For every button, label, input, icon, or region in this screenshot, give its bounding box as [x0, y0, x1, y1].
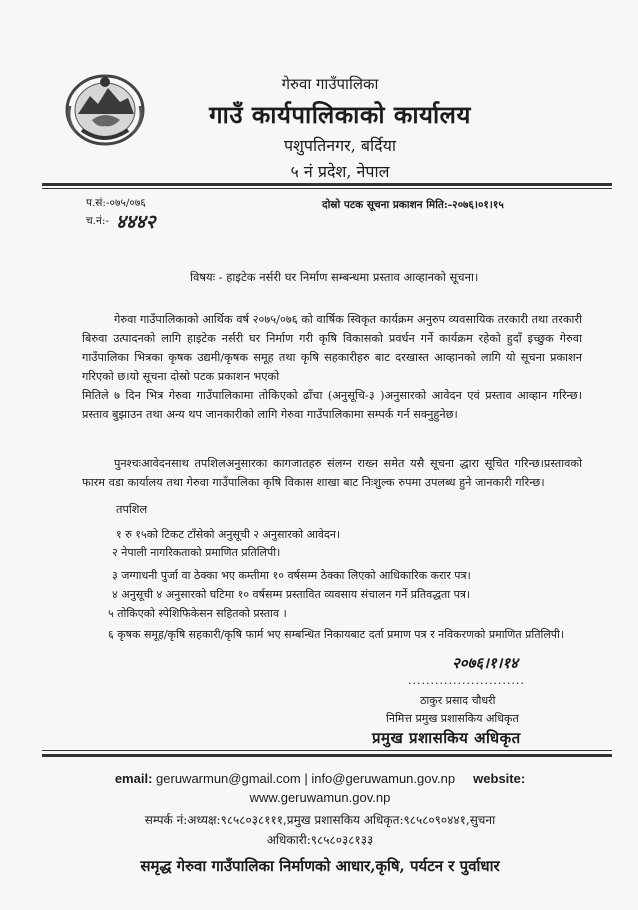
office-location: पशुपतिनगर, बर्दिया [283, 136, 397, 155]
contact-line-2: अधिकारी:९८५८०३८१३३ [266, 833, 374, 847]
list-item: ५ तोकिएको स्पेशिफिकेसन सहितको प्रस्ताव । [108, 607, 287, 620]
signatory-title: निमित्त प्रमुख प्रशासकिय अधिकृत [386, 712, 519, 725]
list-item: ४ अनुसूची ४ अनुसारको घटिमा १० वर्षसम्म प्रस्तावित व्यवसाय संचालन गर्ने प्रतिवद्धता पत्र। [112, 588, 471, 601]
attachment-list-title: तपशिल [116, 503, 148, 516]
notice-subject: विषयः - हाइटेक नर्सरी घर निर्माण सम्बन्धमा प्रस्ताव आव्हानको सूचना। [190, 270, 479, 284]
nepal-emblem-icon [62, 70, 148, 148]
contact-numbers [40, 810, 600, 850]
header-divider [42, 183, 612, 186]
signature-date: २०७६।१।१४ [452, 654, 518, 672]
reference-number: प.सं:-०७५/०७६ [86, 197, 146, 209]
body-paragraph-2: मितिले ७ दिन भित्र गेरुवा गाउँपालिकामा तोकिएको ढाँचा (अनुसूचि-३ )अनुसारको आवेदन एवं प्रस्ताव आव्हान गरिन्छ।प्रस्ताव बुझाउन तथा अन्य थप जानकारीको लागि गेरुवा गाउँपालिकामा सम्पर्क गर्न सक्नुहुनेछ। [82, 389, 582, 421]
website-url: www.geruwamun.gov.np [249, 790, 391, 805]
footer-email-line [60, 771, 580, 786]
contact-line-1: सम्पर्क नं:अध्यक्ष:९८५८०३८१११,प्रमुख प्रशासकिय अधिकृत:९८५८०९०४४१,सुचना [144, 813, 496, 827]
email-addresses: geruwarmun@gmail.com | info@geruwamun.gov.np [156, 771, 456, 786]
signature-line: .......................... [408, 674, 525, 687]
province-line: ५ नं प्रदेश, नेपाल [290, 162, 390, 181]
publication-date: दोस्रो पटक सूचना प्रकाशन मिति:-२०७६।०१।१५ [322, 199, 504, 211]
list-item: २ नेपाली नागरिकताको प्रमाणित प्रतिलिपी। [112, 546, 281, 559]
official-stamp: प्रमुख प्रशासकिय अधिकृत [372, 729, 521, 747]
footer-divider [42, 754, 612, 757]
municipality-name: गेरुवा गाउँपालिका [281, 75, 379, 93]
body-paragraph-3: पुनश्चःआवेदनसाथ तपशिलअनुसारका कागजातहरु संलग्न राख्न समेत यसै सूचना द्धारा सूचित गरिन्छ।प्रस्तावको फारम वडा कार्यालय तथा गेरुवा गाउँपालिका कृषि विकास शाखा बाट निःशुल्क रुपमा उपलब्ध हुने जानकारी गरिन्छ। [82, 457, 582, 489]
email-label: email: [114, 771, 153, 786]
signatory-name: ठाकुर प्रसाद चौधरी [420, 694, 496, 707]
body-paragraph-1: गेरुवा गाउँपालिकाको आर्थिक वर्ष २०७५/०७६ को वार्षिक स्विकृत कार्यक्रम अनुरुप व्यवसायिक तरकारी तथा तरकारी बिरुवा उत्पादनको लागि हाइटेक नर्सरी घर निर्माण गरी कृषि विकासको प्रवर्धन गर्ने कार्यक्रम रहेको हुदाँ इच्छुक गेरुवा गाउँपालिका भित्रका कृषक उद्यमी/कृषक समूह तथा कृषि सहकारीहरु बाट दरखास्त आव्हानको लागि यो सूचना प्रकाशन गरिएको छ।यो सूचना दोस्रो पटक प्रकाशन भएको [82, 313, 582, 383]
footer-divider-thin [42, 750, 612, 751]
list-item: ६ कृषक समूह/कृषि सहकारी/कृषि फार्म भए सम्बन्धित निकायबाट दर्ता प्रमाण पत्र र नविकरणको प्रमाणित प्रतिलिपी। [108, 628, 565, 641]
office-title: गाउँ कार्यपालिकाको कार्यालय [209, 100, 471, 129]
slogan: समृद्ध गेरुवा गाउँपालिका निर्माणको आधार,कृषि, पर्यटन र पुर्वाधार [140, 857, 500, 875]
dispatch-number-value: ४४४२ [116, 211, 156, 233]
header-divider-thin [42, 188, 612, 189]
list-item: १ रु १५को टिकट टाँसेको अनुसूची २ अनुसारको आवेदन। [116, 528, 341, 541]
list-item: ३ जग्गाधनी पुर्जा वा ठेक्का भए कम्तीमा १० वर्षसम्म ठेक्का लिएको आधिकारिक करार पत्र। [112, 569, 471, 582]
website-label: website: [473, 771, 526, 786]
dispatch-number-label: च.नं:- [86, 215, 109, 227]
